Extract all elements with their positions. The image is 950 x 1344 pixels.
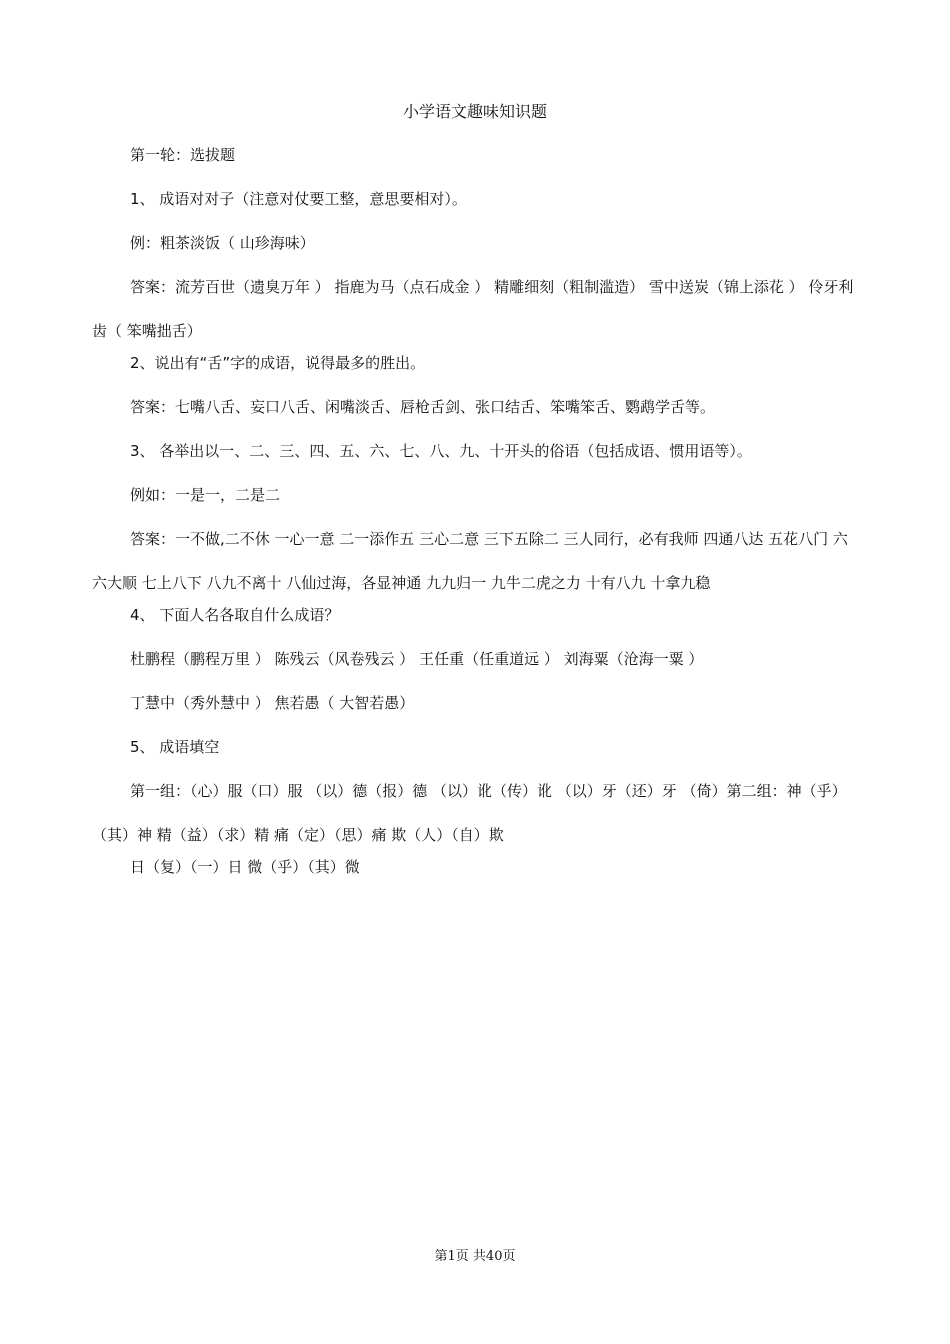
question-5: 5、 成语填空	[130, 738, 220, 756]
question-3: 3、 各举出以一、二、三、四、五、六、七、八、九、十开头的俗语（包括成语、惯用语等）。	[130, 442, 752, 460]
question-4-answer-line-2: 丁慧中（秀外慧中 ） 焦若愚（ 大智若愚）	[130, 694, 415, 712]
question-3-answer: 答案：一不做,二不休 一心一意 二一添作五 三心二意 三下五除二 三人同行，必有我师 四通八达 五花八门 六六大顺 七上八下 八九不离十 八仙过海，各显神通 九九归一 九牛二虎之力 十有八九 十拿九稳	[92, 530, 848, 592]
question-4: 4、 下面人名各取自什么成语？	[130, 606, 340, 624]
document-title: 小学语文趣味知识题	[402, 102, 547, 121]
question-3-example: 例如：一是一，二是二	[130, 486, 281, 504]
question-5-groups-continued: 日（复）（一）日 微（乎）（其）微	[130, 858, 360, 876]
question-5-groups: 第一组：（心）服（口）服 （以）德（报）德 （以）讹（传）讹 （以）牙（还）牙 （倚）第二组：神（乎）（其）神 精（益）（求）精 痛（定）（思）痛 欺（人）（自）欺	[92, 782, 847, 844]
document-body	[92, 144, 862, 900]
question-2: 2、说出有“舌”字的成语，说得最多的胜出。	[130, 354, 426, 372]
question-1-answer: 答案：流芳百世（遗臭万年 ） 指鹿为马（点石成金 ） 精雕细刻（粗制滥造） 雪中送炭（锦上添花 ） 伶牙利齿（ 笨嘴拙舌）	[92, 278, 854, 340]
question-1-example: 例：粗茶淡饭（ 山珍海味）	[130, 234, 315, 252]
section-heading-round-one: 第一轮：选拔题	[130, 146, 236, 164]
question-1: 1、 成语对对子（注意对仗要工整，意思要相对）。	[130, 190, 467, 208]
page-footer: 第1页 共40页	[434, 1249, 516, 1264]
question-4-answer-line-1: 杜鹏程（鹏程万里 ） 陈残云（风卷残云 ） 王任重（任重道远 ） 刘海粟（沧海一粟 ）	[130, 650, 704, 668]
question-2-answer: 答案：七嘴八舌、妄口八舌、闲嘴淡舌、唇枪舌剑、张口结舌、笨嘴笨舌、鹦鹉学舌等。	[130, 398, 716, 416]
